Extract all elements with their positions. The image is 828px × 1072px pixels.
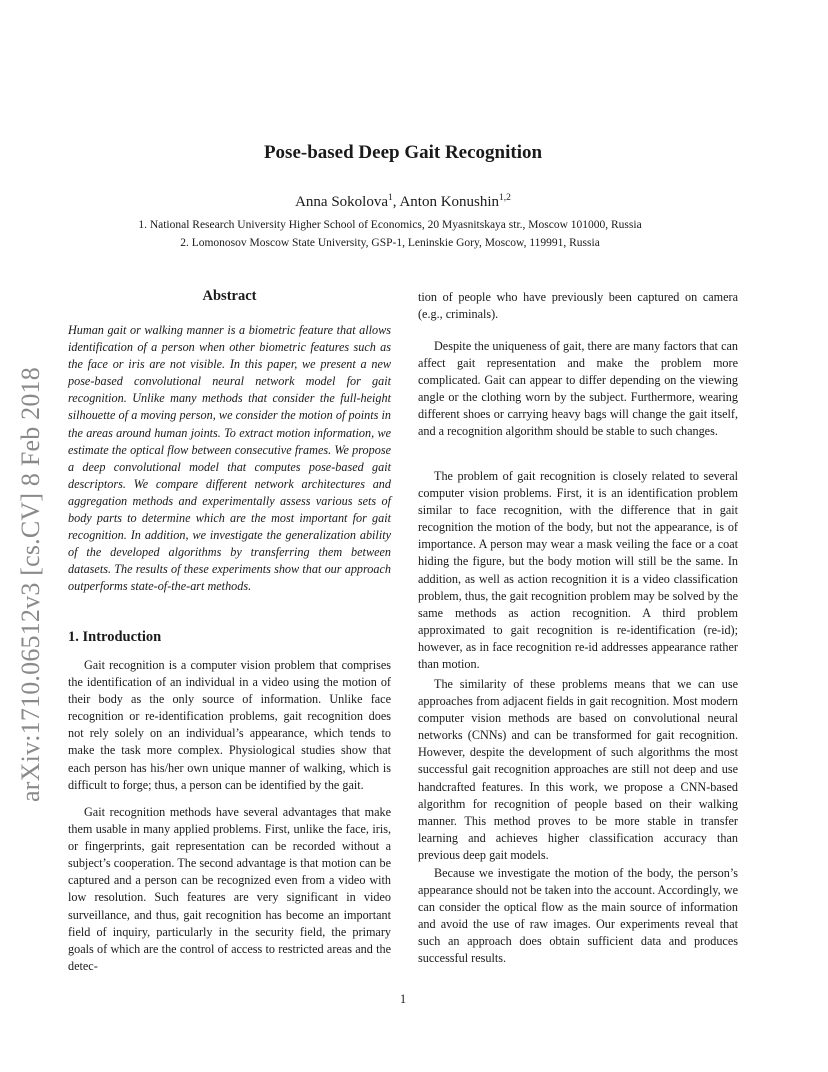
author-separator: , — [392, 194, 400, 210]
body-paragraph: Gait recognition methods have several advantages that make them usable in many applied problems. First, unlike the face, iris, or fingerprints, gait representation can be recorded without a subject’s cooperation. The second advantage is that motion can be captured and a person can be recognized even from a video with low resolution. Such features are very significant in video surveillance, and thus, gait recognition has become an important field of inquiry, particularly in the security field, the primary goals of which are the control of access to restricted areas and the detec- — [68, 805, 391, 973]
page-number: 1 — [399, 992, 407, 1006]
author-affiliation-mark: 1 — [388, 193, 393, 203]
author-name: Anton Konushin — [399, 194, 500, 210]
author-name: Anna Sokolova — [295, 194, 388, 210]
author-list — [0, 194, 806, 211]
body-paragraph: The similarity of these problems means that we can use approaches from adjacent fields in gait recognition. Most modern computer vision methods are based on convolutional neural networks (CNNs) and can be transformed for gait recognition. However, despite the development of such algorithms the most successful gait recognition approaches are still not deep and use handcrafted features. In this work, we propose a CNN-based algorithm for recognition of people based on their walking manner. This method proves to be more stable in transfer learning and achieves higher classification accuracy than previous deep gait models. — [418, 677, 738, 862]
paper-title: Pose-based Deep Gait Recognition — [263, 142, 543, 163]
affiliation: 2. Lomonosov Moscow State University, GSP-1, Leninskie Gory, Moscow, 119991, Russia — [180, 237, 600, 249]
arxiv-identifier[interactable]: arXiv:1710.06512v3 [cs.CV] 8 Feb 2018 — [16, 367, 45, 802]
body-paragraph: Gait recognition is a computer vision problem that comprises the identification of an individual in a video using the motion of their body as the only source of information. Unlike face recognition or re-identification problems, gait recognition does not rely solely on an individual’s appearance, which tends to make the task more complex. Physiological studies show that each person has his/her own unique manner of walking, which is difficult to forge; thus, a person can be identified by the gait. — [68, 658, 391, 792]
body-paragraph: Despite the uniqueness of gait, there are many factors that can affect gait representation and make the problem more complicated. Gait can appear to differ depending on the viewing angle or the clothing worn by the subject. Furthermore, wearing different shoes or carrying heavy bags will change the gait itself, and a recognition algorithm should be stable to such changes. — [418, 339, 738, 439]
abstract-text: Human gait or walking manner is a biometric feature that allows identification of a person when other biometric features such as the face or iris are not visible. In this paper, we present a new pose-based convolutional neural network model for gait recognition. Unlike many methods that consider the full-height silhouette of a moving person, we consider the motion of points in the areas around human joints. To extract motion information, we estimate the optical flow between consecutive frames. We propose a deep convolutional model that computes pose-based gait descriptors. We compare different network architectures and aggregation methods and experimentally assess various sets of body parts to determine which are the most important for gait recognition. In addition, we investigate the generalization ability of the developed algorithms by transferring them between datasets. The results of these experiments show that our approach outperforms state-of-the-art methods. — [68, 323, 391, 594]
body-paragraph: tion of people who have previously been captured on camera (e.g., criminals). — [418, 290, 738, 322]
affiliation: 1. National Research University Higher School of Economics, 20 Myasnitskaya str., Moscow 101000, Russia — [138, 219, 642, 231]
body-paragraph: The problem of gait recognition is closely related to several computer vision problems. First, it is an identification problem similar to face recognition, with the difference that in gait recognition the motion of the body, but not the appearance, is of importance. A person may wear a mask veiling the face or a coat hiding the figure, but the body motion will still be the same. In addition, as well as action recognition it is a video classification problem, thus, the gait recognition problem may be solved by the same methods as action recognition. A third problem approximated to gait recognition is re-identification (re-id); however, as in face recognition re-id addresses appearance rather than motion. — [418, 469, 738, 672]
section-heading: 1. Introduction — [68, 629, 162, 645]
author-affiliation-mark: 1,2 — [499, 193, 511, 203]
abstract-heading: Abstract — [202, 288, 257, 304]
body-paragraph: Because we investigate the motion of the body, the person’s appearance should not be taken into the account. Accordingly, we can consider the optical flow as the main source of information and avoid the use of raw images. Our experiments reveal that such an approach does obtain sufficient data and produces successful results. — [418, 866, 738, 966]
